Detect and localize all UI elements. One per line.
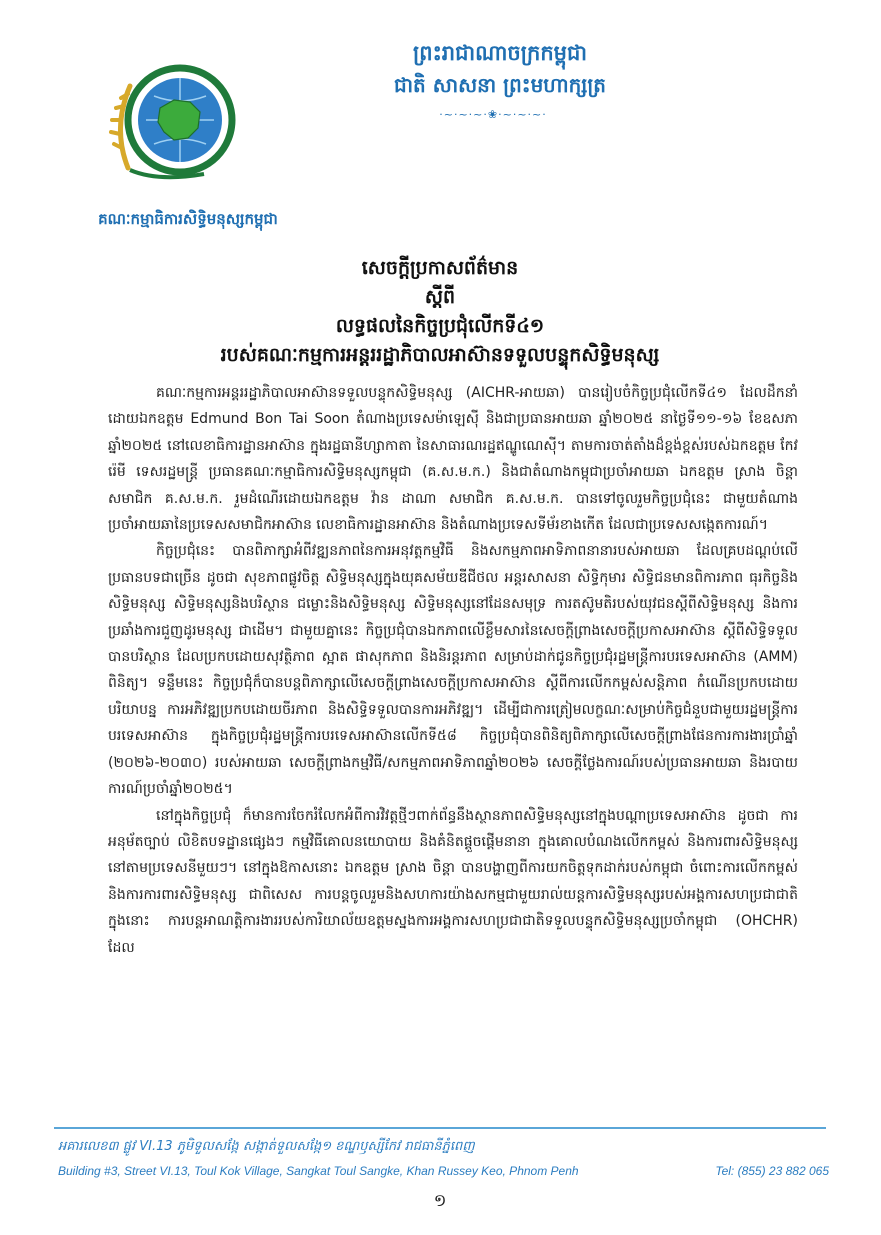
paragraph-1: គណៈកម្មការអន្តររដ្ឋាភិបាលអាស៊ានទទួលបន្ទុកសិទ្ធិមនុស្ស (AICHR-អាយឆា) បានរៀបចំកិច្ចប្រជុំលើកទី៤១ ដែលដឹកនាំដោយឯកឧត្តម Edmund Bon Tai Soon តំណាងប្រទេសម៉ាឡេស៊ី និងជាប្រធានអាយឆា ឆ្នាំ២០២៥ នាថ្ងៃទី១១-១៦ ខែឧសភា ឆ្នាំ២០២៥ នៅលេខាធិការដ្ឋានអាស៊ាន ក្នុងរដ្ឋធានីហ្សាកាតា នៃសាធារណរដ្ឋឥណ្ឌូណេស៊ី។ តាមការចាត់តាំងដ៏ខ្ពង់ខ្ពស់របស់ឯកឧត្តម កែវ រ៉េមី ទេសរដ្ឋមន្ត្រី ប្រធានគណៈកម្មាធិការសិទ្ធិមនុស្សកម្ពុជា (គ.ស.ម.ក.) និងជាតំណាងកម្ពុជាប្រចាំអាយឆា ឯកឧត្តម ស្រាង ចិន្តា សមាជិក គ.ស.ម.ក. រួមដំណើរដោយឯកឧត្តម វ៉ាន ដាណា សមាជិក គ.ស.ម.ក. បានទៅចូលរួមកិច្ចប្រជុំនេះ ជាមួយតំណាងប្រចាំអាយឆានៃប្រទេសសមាជិកអាស៊ាន លេខាធិការដ្ឋានអាស៊ាន និងតំណាងប្រទេសទីម័រខាងកើត ដែលជាប្រទេសសង្កេតការណ៍។ — [108, 385, 798, 534]
organization-name: គណៈកម្មាធិការសិទ្ធិមនុស្សកម្ពុជា — [98, 210, 278, 228]
title-line-3: លទ្ធផលនៃកិច្ចប្រជុំលើកទី៤១ — [335, 315, 545, 337]
footer-address-khmer: អគារលេខ៣ ផ្លូវ VI.13 ភូមិទួលសង្កែ សង្កាត់ទួលសង្កែ១ ខណ្ឌឫស្សីកែវ រាជធានីភ្នំពេញ — [58, 1139, 475, 1154]
paragraph-3: នៅក្នុងកិច្ចប្រជុំ ក៏មានការចែករំលែកអំពីការវិវត្តថ្មីៗពាក់ព័ន្ធនឹងស្ថានភាពសិទ្ធិមនុស្សនៅក្នុងបណ្ដាប្រទេសអាស៊ាន ដូចជា ការអនុម័តច្បាប់ លិខិតបទដ្ឋានផ្សេងៗ កម្មវិធីគោលនយោបាយ និងគំនិតផ្ដួចផ្ដើមនានា ក្នុងគោលបំណងលើកកម្ពស់ និងការពារសិទ្ធិមនុស្សនៅតាមប្រទេសនីមួយៗ។ នៅក្នុងឱកាសនោះ ឯកឧត្តម ស្រាង ចិន្តា បានបង្ហាញពីការយកចិត្តទុកដាក់របស់កម្ពុជា ចំពោះការលើកកម្ពស់និងការការពារសិទ្ធិមនុស្ស ជាពិសេស ការបន្តចូលរួមនិងសហការយ៉ាងសកម្មជាមួយរាល់យន្តការសិទ្ធិមនុស្សរបស់អង្គការសហប្រជាជាតិ ក្នុងនោះ ការបន្តអាណត្តិការងាររបស់ការិយាល័យឧត្តមស្នងការអង្គការសហប្រជាជាតិទទួលបន្ទុកសិទ្ធិមនុស្សប្រចាំកម្ពុជា (OHCHR) ដែល — [108, 807, 798, 956]
press-release-body — [108, 380, 798, 961]
page-number: ១ — [433, 1191, 447, 1211]
national-motto: ជាតិ សាសនា ព្រះមហាក្សត្រ — [394, 73, 606, 97]
paragraph-2: កិច្ចប្រជុំនេះ បានពិភាក្សាអំពីវឌ្ឍនភាពនៃការអនុវត្តកម្មវិធី និងសកម្មភាពអាទិភាពនានារបស់អាយឆា ដែលគ្របដណ្ដប់លើប្រធានបទជាច្រើន ដូចជា សុខភាពផ្លូវចិត្ត សិទ្ធិមនុស្សក្នុងយុគសម័យឌីជីថល អន្តរសាសនា សិទ្ធិកុមារ សិទ្ធិជនមានពិការភាព ធុរកិច្ចនិងសិទ្ធិមនុស្ស សិទ្ធិមនុស្សនិងបរិស្ថាន ជម្លោះនិងសិទ្ធិមនុស្ស សិទ្ធិមនុស្សនៅដែនសមុទ្រ ការតស៊ូមតិរបស់យុវជនស្ដីពីសិទ្ធិមនុស្ស និងការប្រឆាំងការជួញដូរមនុស្ស ជាដើម។ ជាមួយគ្នានេះ កិច្ចប្រជុំបានឯកភាពលើខ្លឹមសារនៃសេចក្ដីព្រាងសេចក្ដីប្រកាសអាស៊ាន ស្ដីពីសិទ្ធិទទួលបានបរិស្ថាន ដែលប្រកបដោយសុវត្ថិភាព ស្អាត ផាសុកភាព និងនិរន្តរភាព សម្រាប់ដាក់ជូនកិច្ចប្រជុំរដ្ឋមន្ត្រីការបរទេសអាស៊ាន (AMM) ពិនិត្យ។ ទន្ទឹមនេះ កិច្ចប្រជុំក៏បានបន្តពិភាក្សាលើសេចក្ដីព្រាងសេចក្ដីប្រកាសអាស៊ាន ស្ដីពីការលើកកម្ពស់សន្តិភាព កំណើនប្រកបដោយបរិយាបន្ន ការអភិវឌ្ឍប្រកបដោយចីរភាព និងសិទ្ធិទទួលបានការអភិវឌ្ឍ។ ដើម្បីជាការត្រៀមលក្ខណៈសម្រាប់កិច្ចជំនួបជាមួយរដ្ឋមន្ត្រីការបរទេសអាស៊ាន ក្នុងកិច្ចប្រជុំរដ្ឋមន្ត្រីការបរទេសអាស៊ានលើកទី៥៨ កិច្ចប្រជុំបានពិនិត្យពិភាក្សាលើសេចក្ដីព្រាងផែនការការងារប្រាំឆ្នាំ (២០២៦-២០៣០) របស់អាយឆា សេចក្ដីព្រាងកម្មវិធី/សកម្មភាពអាទិភាពឆ្នាំ២០២៦ សេចក្ដីថ្លែងការណ៍របស់ប្រធានអាយឆា និងរបាយការណ៍ប្រចាំឆ្នាំ២០២៥។ — [108, 543, 798, 798]
footer-telephone: Tel: (855) 23 882 065 — [715, 1164, 829, 1178]
title-line-4: របស់គណៈកម្មការអន្តររដ្ឋាភិបាលអាស៊ានទទួលបន្ទុកសិទ្ធិមនុស្ស — [220, 344, 660, 366]
title-line-1: សេចក្ដីប្រកាសព័ត៌មាន — [361, 257, 519, 279]
ornament-divider: ·~·~·~·❀·~·~·~· — [439, 108, 547, 121]
footer-divider — [54, 1127, 826, 1129]
organization-logo — [108, 58, 238, 188]
press-release-title — [80, 254, 800, 370]
title-line-2: ស្ដីពី — [424, 286, 456, 308]
footer-address-english: Building #3, Street VI.13, Toul Kok Village, Sangkat Toul Sangke, Khan Russey Keo, Phnom Penh — [58, 1164, 579, 1178]
kingdom-heading: ព្រះរាជាណាចក្រកម្ពុជា — [412, 40, 587, 65]
